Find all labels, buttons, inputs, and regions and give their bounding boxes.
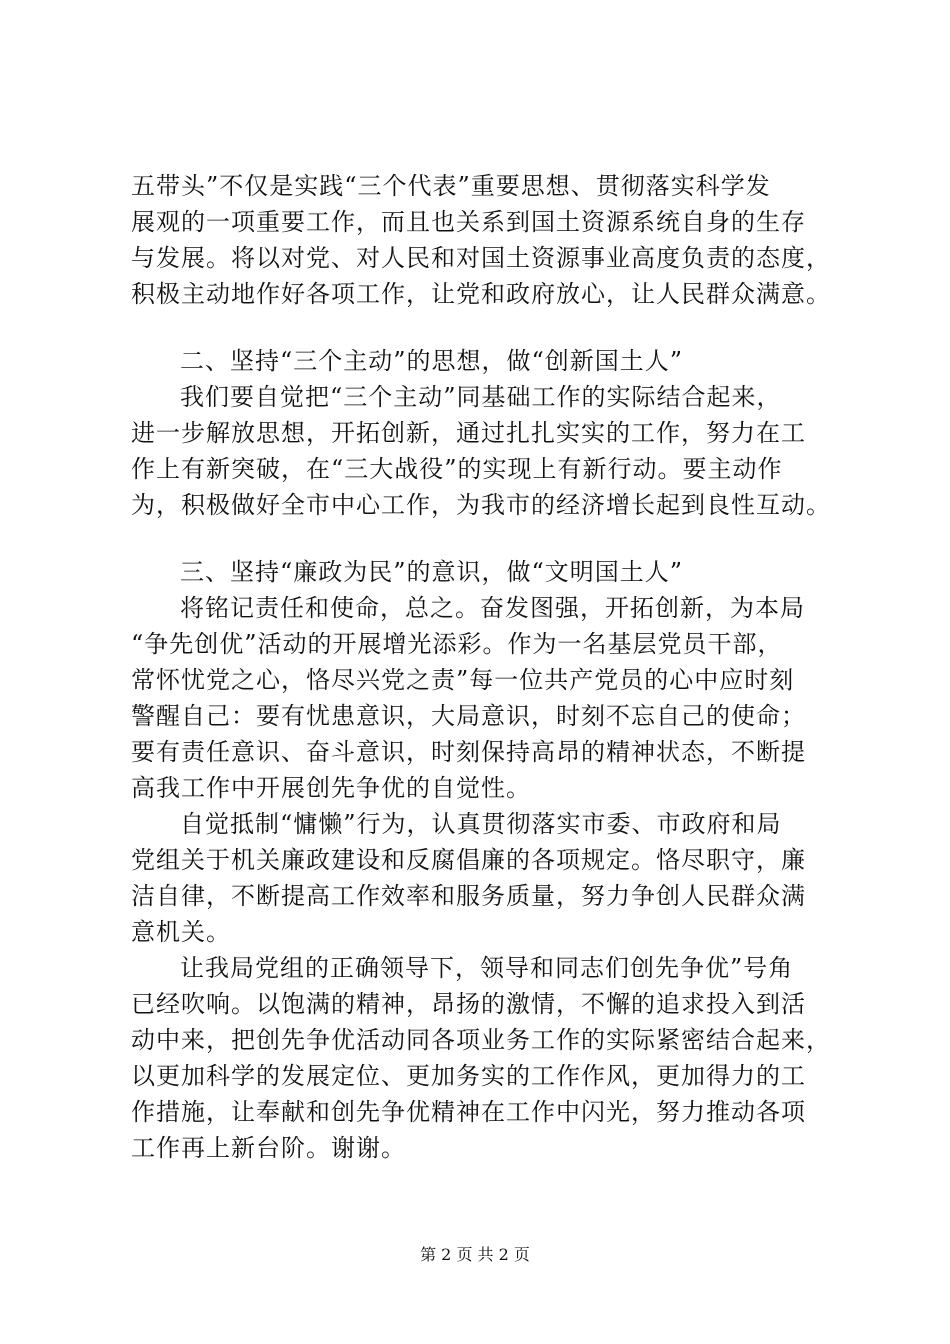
text-line: 已经吹响。以饱满的精神，昂扬的激情，不懈的追求投入到活 <box>131 990 806 1018</box>
text-line: 与发展。将以对党、对人民和对国土资源事业高度负责的态度， <box>131 244 831 272</box>
text-line: 为，积极做好全市中心工作，为我市的经济增长起到良性互动。 <box>131 491 831 519</box>
text-line: 五带头”不仅是实践“三个代表”重要思想、贯彻落实科学发 <box>131 172 771 200</box>
text-line: 让我局党组的正确领导下，领导和同志们创先争优”号角 <box>180 954 794 982</box>
text-line: 作上有新突破，在“三大战役”的实现上有新行动。要主动作 <box>131 455 783 483</box>
paragraph-gap <box>131 312 831 343</box>
text-line: 以更加科学的发展定位、更加务实的工作作风，更加得力的工 <box>131 1062 806 1090</box>
text-line: 积极主动地作好各项工作，让党和政府放心，让人民群众满意。 <box>131 280 831 308</box>
document-body <box>131 168 831 1166</box>
text-line: 高我工作中开展创先争优的自觉性。 <box>131 774 531 802</box>
text-line: 展观的一项重要工作，而且也关系到国土资源系统自身的生存 <box>131 208 806 236</box>
text-line: 将铭记责任和使命，总之。奋发图强，开拓创新，为本局 <box>180 594 805 622</box>
page-number-footer: 第 2 页 共 2 页 <box>420 1245 530 1264</box>
text-line: 党组关于机关廉政建设和反腐倡廉的各项规定。恪尽职守，廉 <box>131 846 806 874</box>
text-line: 警醒自己：要有忧患意识，大局意识，时刻不忘自己的使命； <box>131 702 806 730</box>
text-line: 要有责任意识、奋斗意识，时刻保持高昂的精神状态，不断提 <box>131 738 806 766</box>
text-line: 意机关。 <box>131 918 231 946</box>
text-line: 动中来，把创先争优活动同各项业务工作的实际紧密结合起来， <box>131 1026 831 1054</box>
text-line: 作措施，让奉献和创先争优精神在工作中闪光，努力推动各项 <box>131 1098 806 1126</box>
text-line: “争先创优”活动的开展增光添彩。作为一名基层党员干部， <box>131 630 783 658</box>
text-line: 进一步解放思想，开拓创新，通过扎扎实实的工作，努力在工 <box>131 419 806 447</box>
text-line: 自觉抵制“慵懒”行为，认真贯彻落实市委、市政府和局 <box>180 810 782 838</box>
text-line: 我们要自觉把“三个主动”同基础工作的实际结合起来， <box>180 383 782 411</box>
section-heading-3: 三、坚持“廉政为民”的意识，做“文明国土人” <box>180 558 684 586</box>
section-heading-2: 二、坚持“三个主动”的思想，做“创新国土人” <box>180 347 684 375</box>
text-line: 常怀忧党之心，恪尽兴党之责”每一位共产党员的心中应时刻 <box>131 666 795 694</box>
text-line: 洁自律，不断提高工作效率和服务质量，努力争创人民群众满 <box>131 882 806 910</box>
text-line: 工作再上新台阶。谢谢。 <box>131 1134 406 1162</box>
paragraph-gap <box>131 523 831 554</box>
